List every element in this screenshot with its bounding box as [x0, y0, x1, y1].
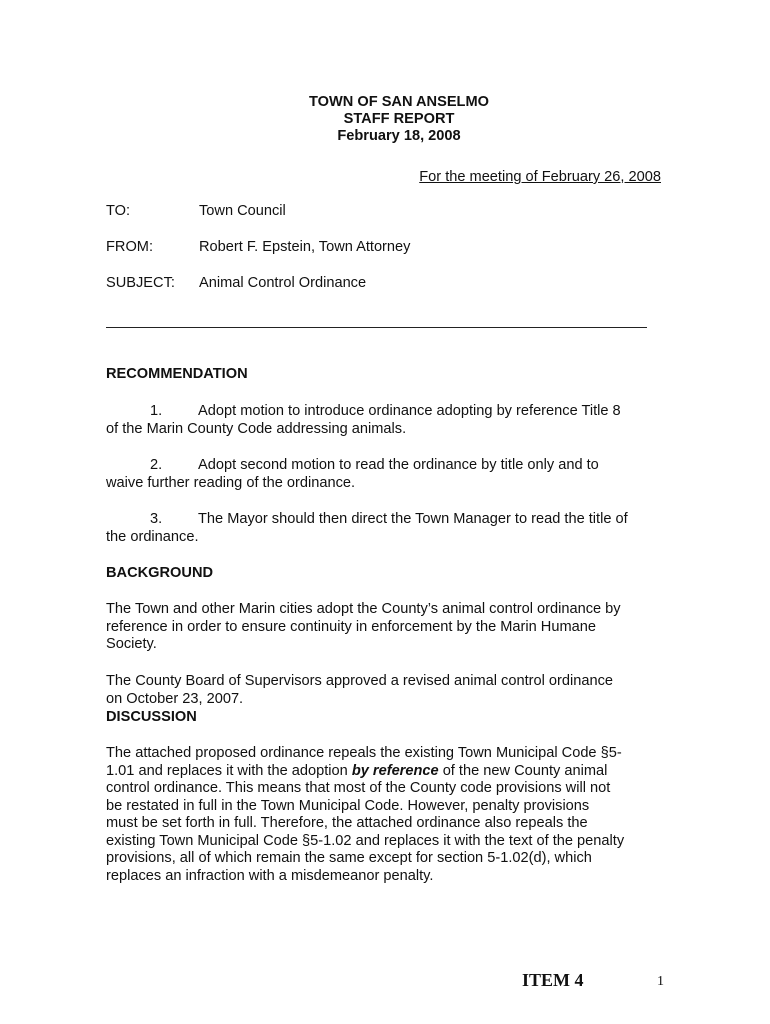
item-number: 1.: [150, 403, 163, 419]
text-fragment: of the new County animal: [438, 762, 608, 779]
subject-value: Animal Control Ordinance: [199, 275, 367, 291]
background-paragraph-2: [106, 673, 666, 708]
item-number: 3.: [150, 511, 163, 527]
recommendation-item-1: [106, 403, 666, 438]
text-line: The County Board of Supervisors approved a revised animal control ordinance: [106, 673, 614, 689]
page-number: 1: [657, 974, 664, 989]
item-text-cont: the ordinance.: [106, 528, 199, 545]
background-paragraph-1: [106, 601, 666, 654]
meeting-date-note: For the meeting of February 26, 2008: [419, 169, 661, 185]
report-town-title: TOWN OF SAN ANSELMO: [309, 94, 489, 110]
header-divider: [106, 327, 647, 328]
discussion-paragraph: [106, 745, 666, 885]
text-line: control ordinance. This means that most of the County code provisions will not: [106, 780, 611, 796]
discussion-heading: DISCUSSION: [106, 709, 197, 725]
text-line: The Town and other Marin cities adopt the County’s animal control ordinance by: [106, 601, 621, 617]
text-line: be restated in full in the Town Municipal Code. However, penalty provisions: [106, 797, 590, 814]
text-line: must be set forth in full. Therefore, the attached ordinance also repeals the: [106, 815, 588, 831]
to-value: Town Council: [199, 203, 286, 219]
text-line-emphasis: [106, 763, 666, 781]
text-fragment: 1.01 and replaces it with the adoption: [106, 762, 352, 779]
text-line: replaces an infraction with a misdemeanor penalty.: [106, 867, 434, 884]
to-label: TO:: [106, 203, 131, 219]
recommendation-heading: RECOMMENDATION: [106, 366, 248, 382]
text-line: The attached proposed ordinance repeals the existing Town Municipal Code §5-: [106, 745, 622, 761]
subject-label: SUBJECT:: [106, 275, 175, 291]
agenda-item-label: ITEM 4: [522, 970, 584, 990]
text-line: existing Town Municipal Code §5-1.02 and replaces it with the text of the penalty: [106, 832, 625, 849]
item-text-cont: waive further reading of the ordinance.: [106, 474, 356, 491]
report-date: February 18, 2008: [337, 128, 461, 144]
item-text: Adopt motion to introduce ordinance adopting by reference Title 8: [198, 403, 621, 419]
text-line: Society.: [106, 636, 157, 652]
emphasis-by-reference: by reference: [351, 762, 439, 779]
item-number: 2.: [150, 457, 163, 473]
text-line: provisions, all of which remain the same except for section 5-1.02(d), which: [106, 850, 592, 866]
item-text: The Mayor should then direct the Town Manager to read the title of: [198, 511, 628, 527]
item-text-cont: of the Marin County Code addressing animals.: [106, 420, 407, 437]
recommendation-item-2: [106, 457, 666, 492]
recommendation-item-3: [106, 511, 666, 546]
background-heading: BACKGROUND: [106, 565, 214, 581]
from-value: Robert F. Epstein, Town Attorney: [199, 239, 411, 255]
item-text: Adopt second motion to read the ordinance by title only and to: [198, 457, 599, 473]
from-label: FROM:: [106, 239, 154, 255]
text-line: reference in order to ensure continuity in enforcement by the Marin Humane: [106, 618, 596, 635]
text-line: on October 23, 2007.: [106, 690, 244, 707]
report-type: STAFF REPORT: [343, 111, 455, 127]
